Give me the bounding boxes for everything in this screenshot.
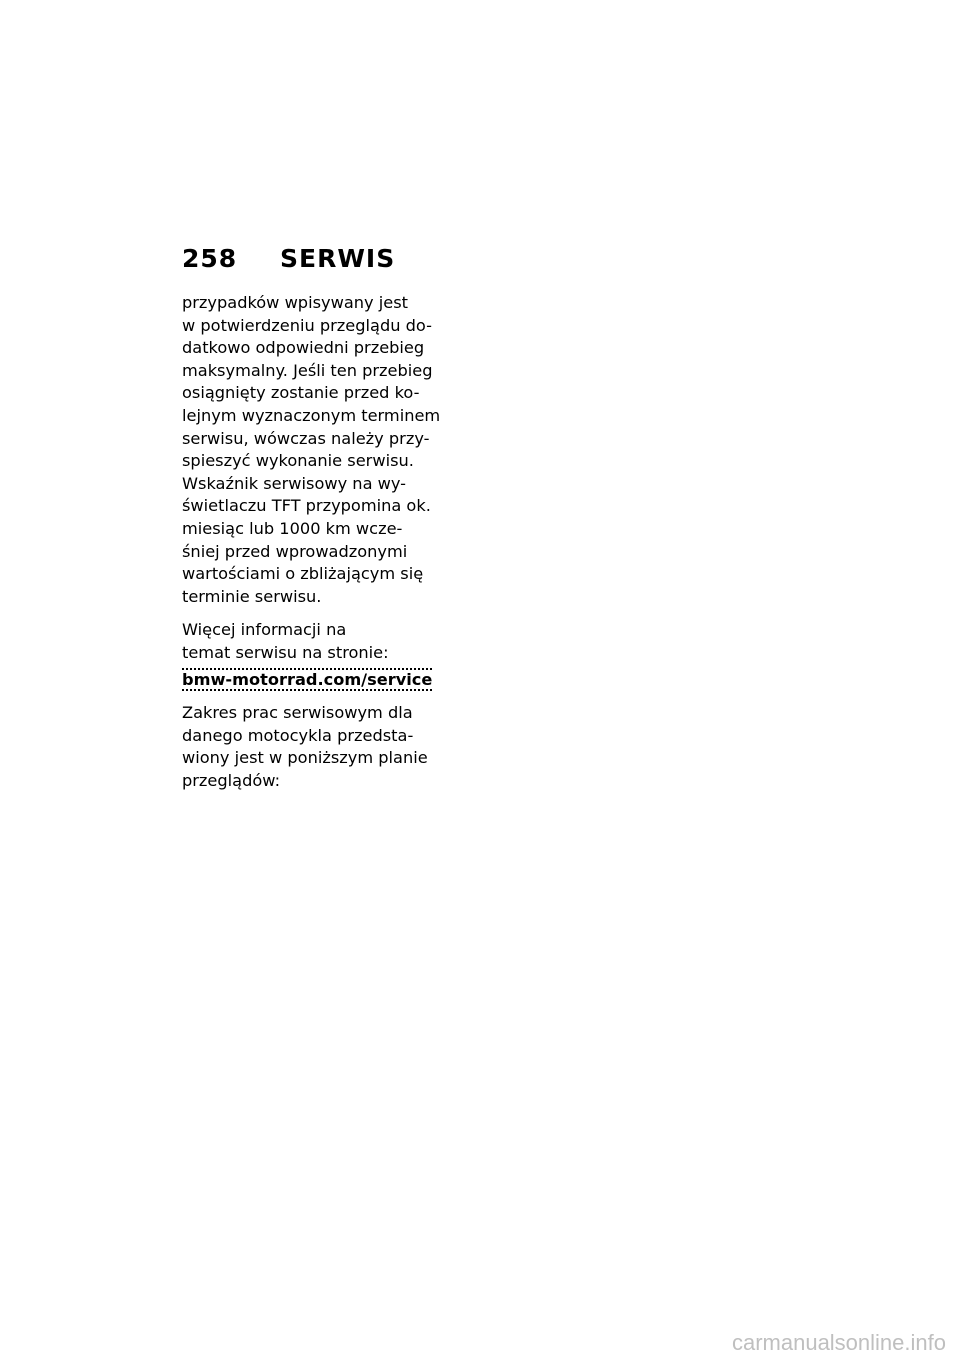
- text-line: przeglądów:: [182, 770, 281, 790]
- text-line: wiony jest w poniższym planie: [182, 748, 428, 768]
- text-line: w potwierdzeniu przeglądu do-: [182, 315, 432, 335]
- text-line: temat serwisu na stronie:: [182, 642, 389, 662]
- section-title: SERWIS: [280, 244, 396, 273]
- page-header: [182, 243, 395, 275]
- text-line: Zakres prac serwisowym dla: [182, 703, 413, 723]
- text-line: miesiąc lub 1000 km wcze-: [182, 518, 403, 538]
- text-line: terminie serwisu.: [182, 586, 322, 606]
- paragraph-service-plan: [182, 702, 472, 792]
- text-line: świetlaczu TFT przypomina ok.: [182, 496, 431, 516]
- text-line: osiągnięty zostanie przed ko-: [182, 383, 420, 403]
- service-website-link[interactable]: bmw-motorrad.com/service: [182, 669, 433, 689]
- text-line: Wskaźnik serwisowy na wy-: [182, 473, 407, 493]
- page-number: 258: [182, 244, 238, 273]
- watermark: carmanualsonline.info: [731, 1330, 946, 1355]
- text-line: lejnym wyznaczonym terminem: [182, 405, 441, 425]
- text-line: przypadków wpisywany jest: [182, 293, 408, 312]
- text-line: śniej przed wprowadzonymi: [182, 541, 408, 561]
- text-line: wartościami o zbliżającym się: [182, 564, 424, 584]
- paragraph-service-interval: [182, 292, 472, 608]
- page-content: [182, 292, 472, 803]
- text-line: Więcej informacji na: [182, 620, 347, 640]
- text-line: spieszyć wykonanie serwisu.: [182, 451, 414, 471]
- text-line: maksymalny. Jeśli ten przebieg: [182, 360, 433, 380]
- text-line: datkowo odpowiedni przebieg: [182, 338, 425, 358]
- paragraph-more-info: [182, 619, 472, 691]
- text-line: serwisu, wówczas należy przy-: [182, 428, 430, 448]
- text-line: danego motocykla przedsta-: [182, 725, 414, 745]
